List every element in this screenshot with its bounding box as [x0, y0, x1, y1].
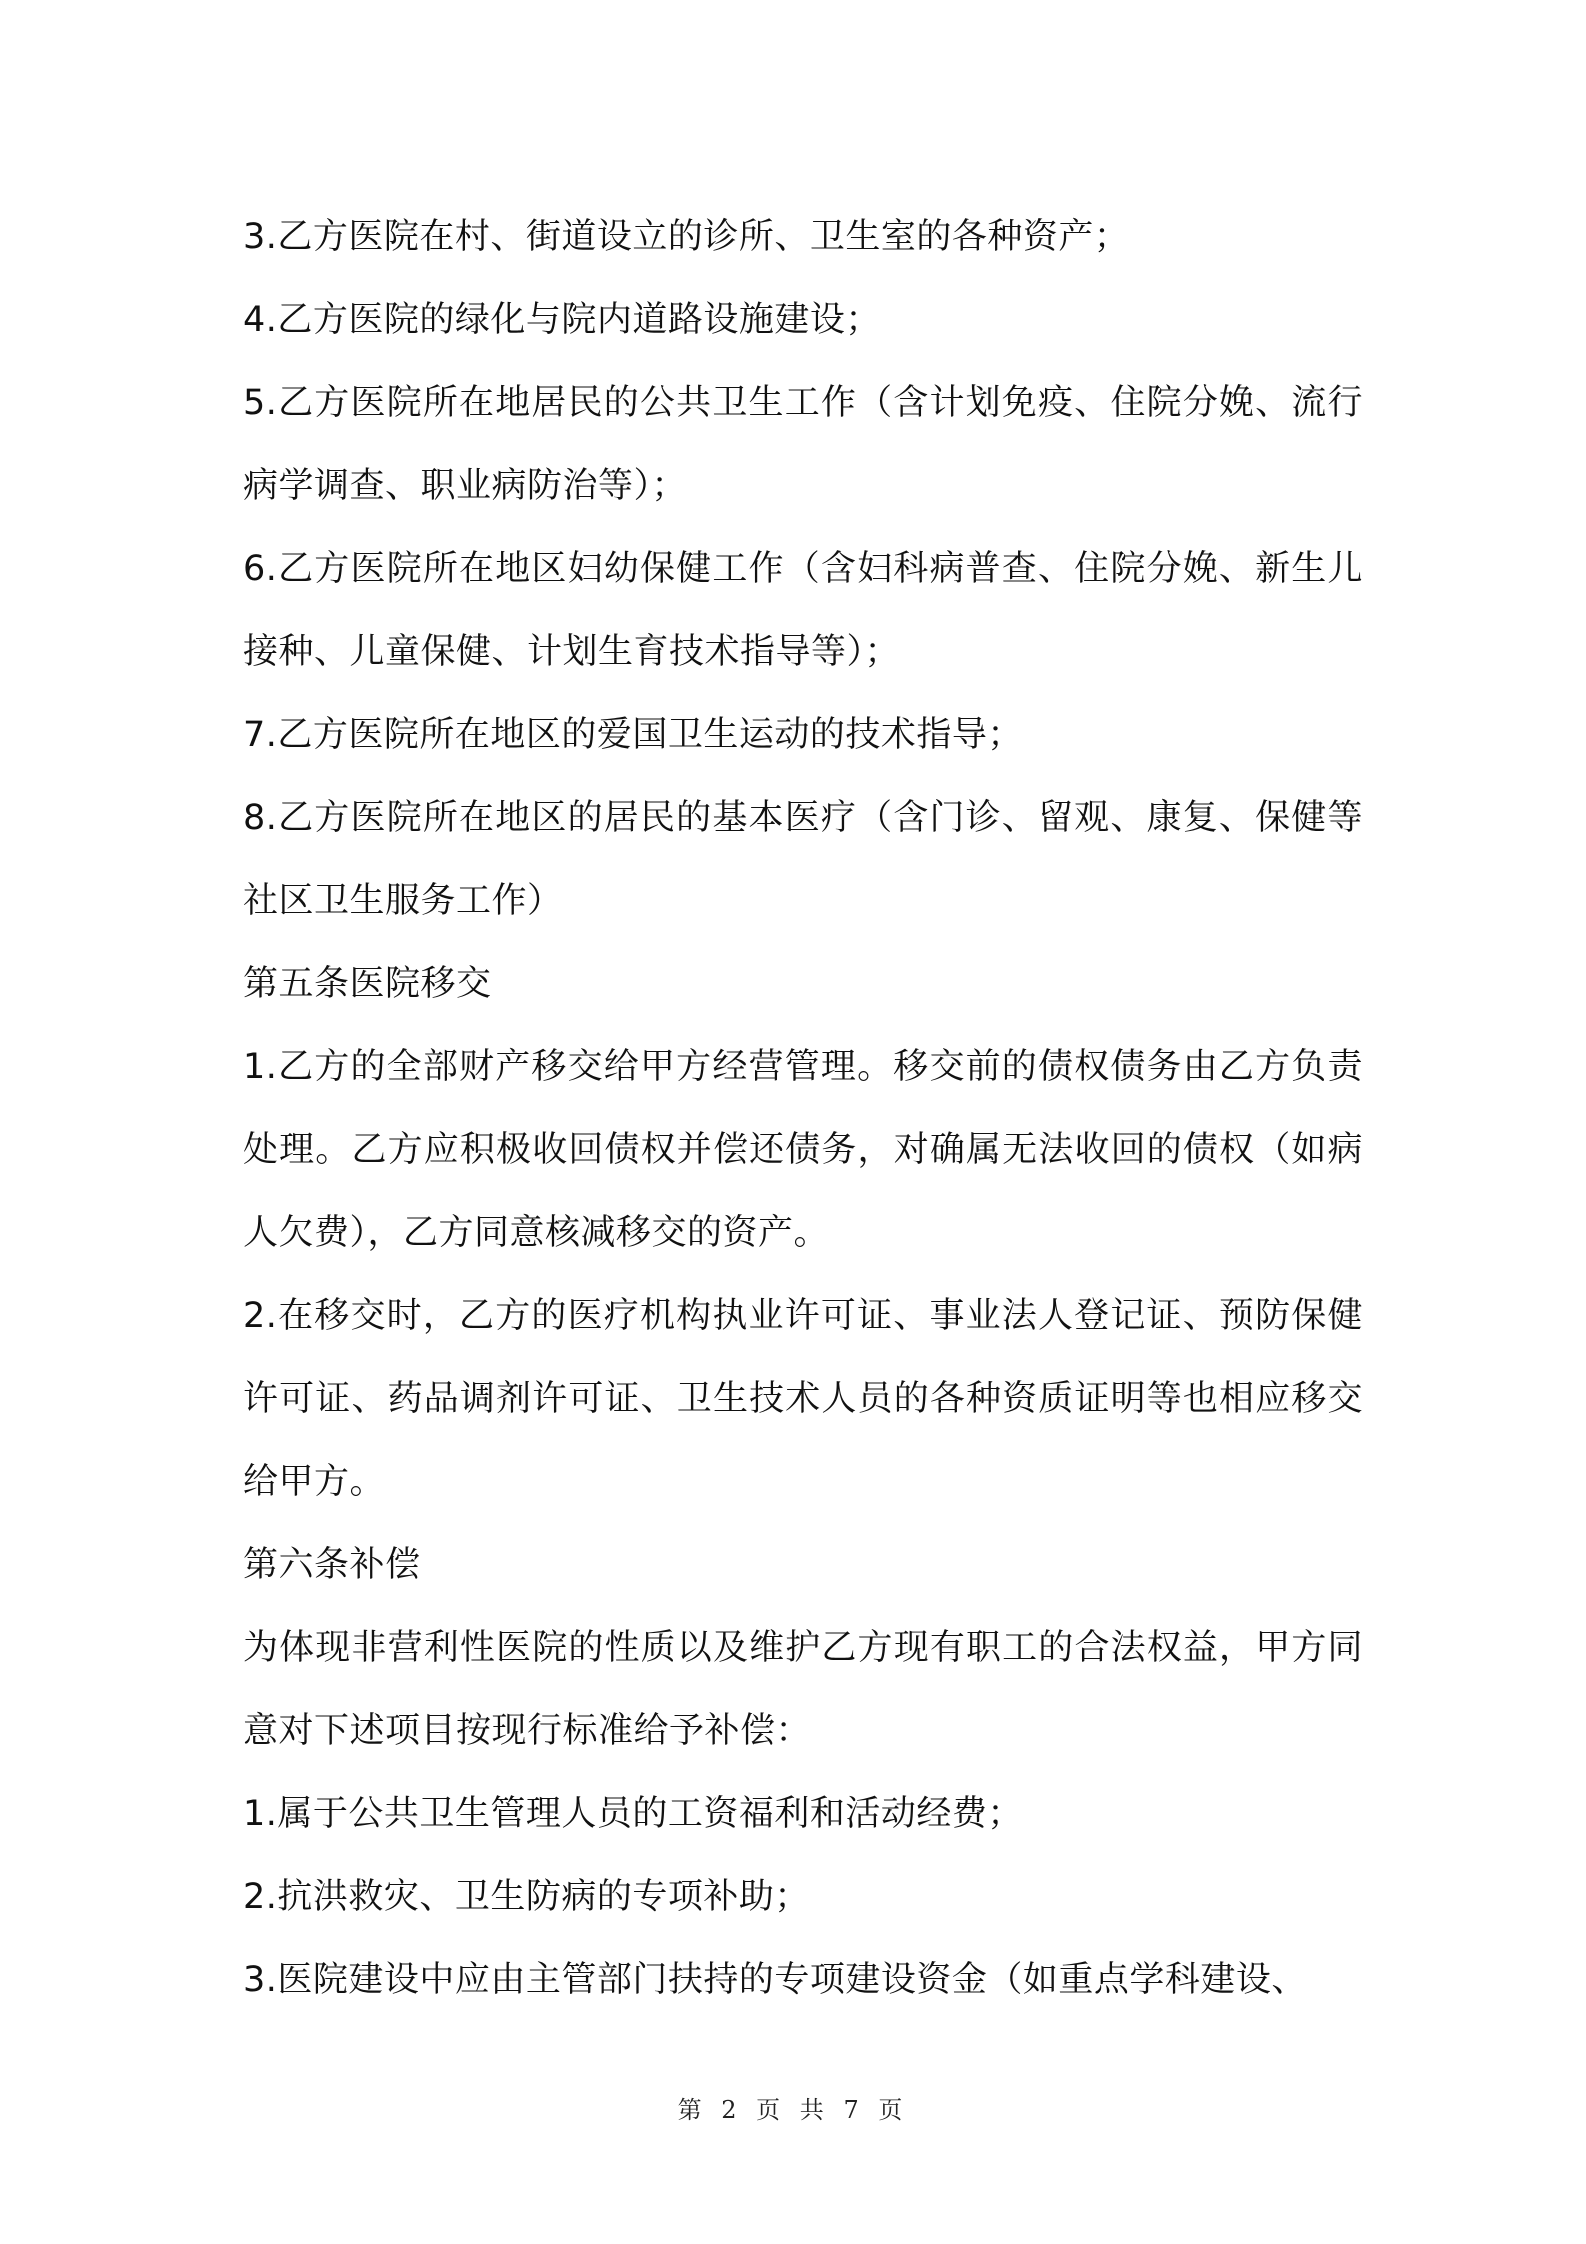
- paragraph-item-8: 8.乙方医院所在地区的居民的基本医疗（含门诊、留观、康复、保健等社区卫生服务工作）: [243, 798, 1363, 921]
- section-heading-article-6: 第六条补偿: [243, 1545, 421, 1585]
- paragraph-item-5: 5.乙方医院所在地居民的公共卫生工作（含计划免疫、住院分娩、流行病学调查、职业病防治等）；: [243, 383, 1363, 506]
- document-body: [243, 196, 1363, 2022]
- paragraph-compensation-intro: 为体现非营利性医院的性质以及维护乙方现有职工的合法权益，甲方同意对下述项目按现行标准给予补偿：: [243, 1628, 1363, 1751]
- section-heading-article-5: 第五条医院移交: [243, 964, 492, 1004]
- paragraph-compensation-2: 2.抗洪救灾、卫生防病的专项补助；: [243, 1877, 810, 1917]
- paragraph-item-6: 6.乙方医院所在地区妇幼保健工作（含妇科病普查、住院分娩、新生儿接种、儿童保健、计划生育技术指导等）；: [243, 549, 1363, 672]
- paragraph-item-3: 3.乙方医院在村、街道设立的诊所、卫生室的各种资产；: [243, 217, 1130, 257]
- paragraph-item-4: 4.乙方医院的绿化与院内道路设施建设；: [243, 300, 881, 340]
- paragraph-compensation-3: 3.医院建设中应由主管部门扶持的专项建设资金（如重点学科建设、: [243, 1960, 1307, 2000]
- paragraph-transfer-1: 1.乙方的全部财产移交给甲方经营管理。移交前的债权债务由乙方负责处理。乙方应积极收回债权并偿还债务，对确属无法收回的债权（如病人欠费），乙方同意核减移交的资产。: [243, 1047, 1363, 1253]
- page-indicator: 第 2 页 共 7 页: [677, 2096, 909, 2124]
- paragraph-compensation-1: 1.属于公共卫生管理人员的工资福利和活动经费；: [243, 1794, 1023, 1834]
- paragraph-transfer-2: 2.在移交时，乙方的医疗机构执业许可证、事业法人登记证、预防保健许可证、药品调剂许可证、卫生技术人员的各种资质证明等也相应移交给甲方。: [243, 1296, 1363, 1502]
- paragraph-item-7: 7.乙方医院所在地区的爱国卫生运动的技术指导；: [243, 715, 1023, 755]
